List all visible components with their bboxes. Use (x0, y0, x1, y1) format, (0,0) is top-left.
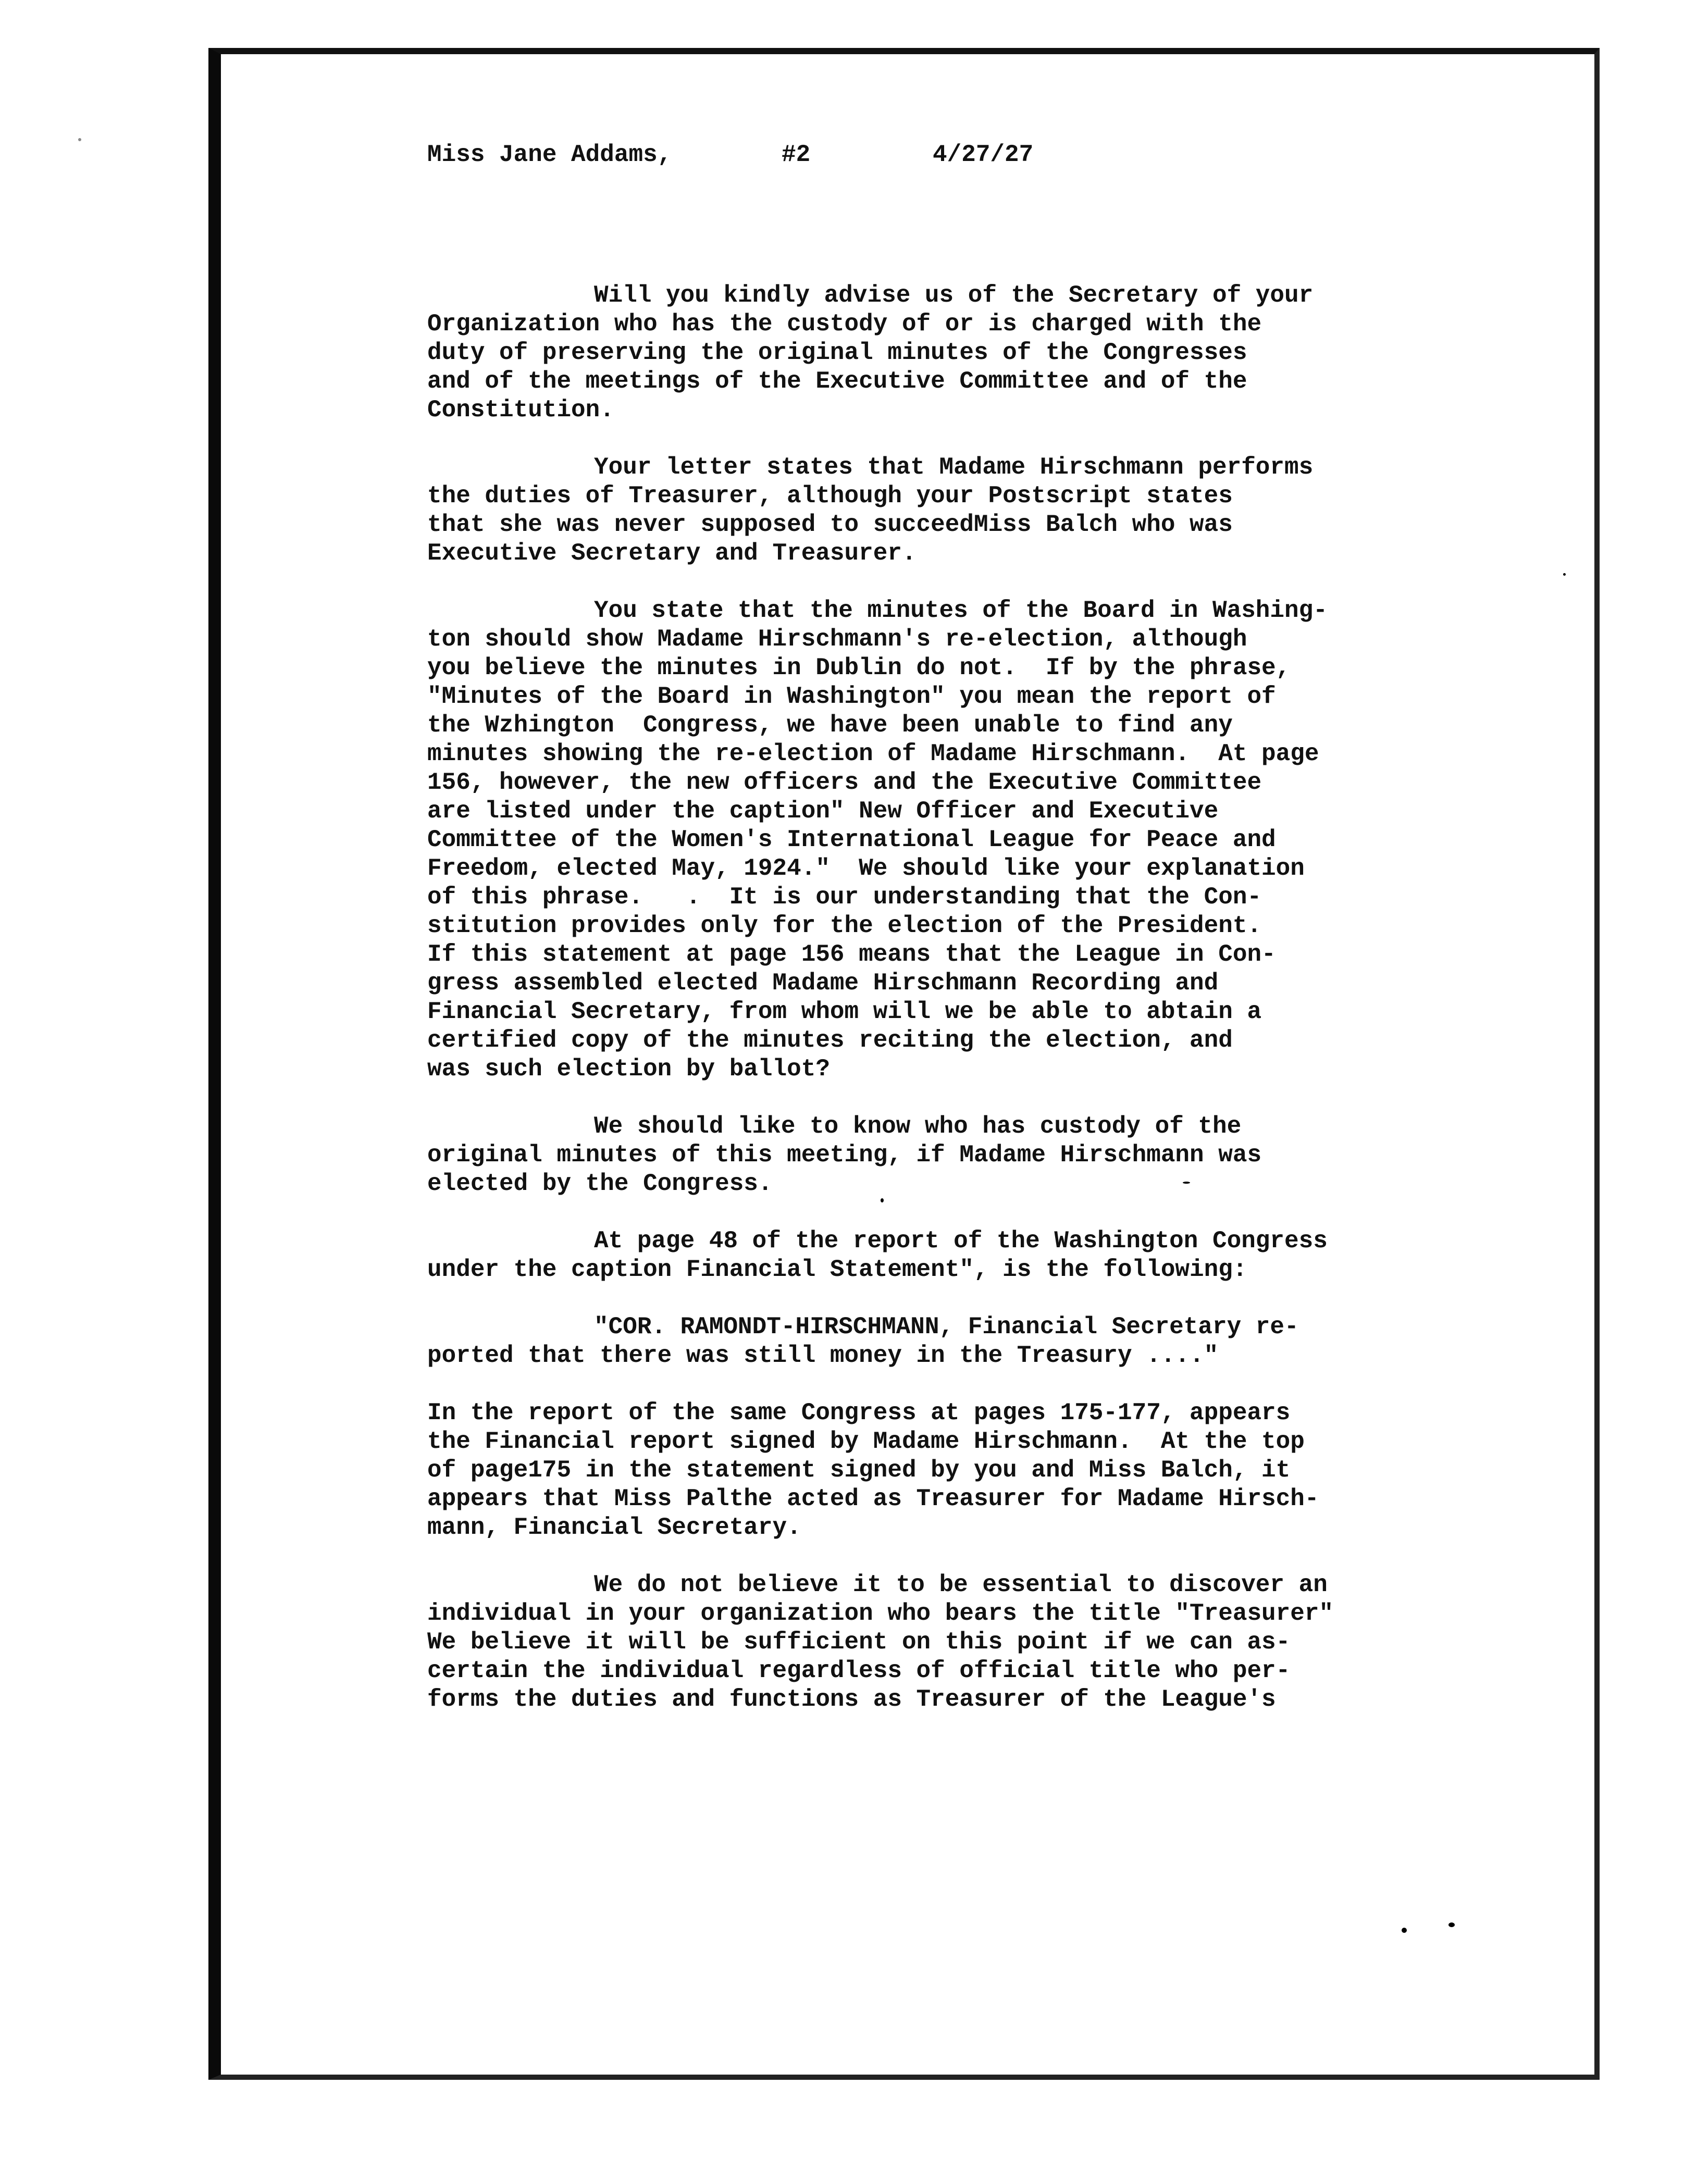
text-line: minutes showing the re-election of Madame Hirschmann. At page (427, 740, 1319, 767)
text-line: that she was never supposed to succeedMiss Balch who was (427, 511, 1233, 538)
text-line: under the caption Financial Statement", is the following: (427, 1256, 1247, 1283)
quoted-passage (427, 1313, 1469, 1370)
text-line: Executive Secretary and Treasurer. (427, 540, 917, 567)
text-line: Organization who has the custody of or is charged with the (427, 311, 1262, 338)
letter-paragraph (427, 1399, 1469, 1542)
text-line: If this statement at page 156 means that the League in Con- (427, 941, 1276, 968)
text-line: Constitution. (427, 396, 614, 424)
page-number: #2 (782, 141, 811, 168)
text-line: Will you kindly advise us of the Secretary of your (594, 282, 1314, 309)
text-line: Your letter states that Madame Hirschmann performs (594, 454, 1314, 481)
text-line: certain the individual regardless of official title who per- (427, 1657, 1291, 1684)
text-line: stitution provides only for the election of the President. (427, 912, 1262, 939)
text-line: "Minutes of the Board in Washington" you mean the report of (427, 683, 1276, 710)
text-line: the duties of Treasurer, although your Postscript states (427, 482, 1233, 510)
text-line: elected by the Congress. (427, 1170, 773, 1197)
letter-date: 4/27/27 (933, 141, 1034, 168)
text-line: of this phrase. . It is our understanding that the Con- (427, 884, 1262, 911)
text-line: Financial Secretary, from whom will we be able to abtain a (427, 998, 1262, 1025)
text-line: We should like to know who has custody of the (594, 1113, 1242, 1140)
recipient-name: Miss Jane Addams, (427, 141, 672, 168)
letter-paragraph (427, 453, 1469, 568)
text-line: We do not believe it to be essential to discover an (594, 1571, 1328, 1598)
text-line: Freedom, elected May, 1924." We should like your explanation (427, 855, 1305, 882)
text-line: mann, Financial Secretary. (427, 1514, 801, 1541)
text-line: ton should show Madame Hirschmann's re-election, although (427, 626, 1247, 653)
letter-paragraph (427, 1571, 1469, 1714)
speck-mark (78, 138, 81, 141)
text-line: Committee of the Women's International League for Peace and (427, 826, 1276, 853)
text-line: the Financial report signed by Madame Hirschmann. At the top (427, 1428, 1305, 1455)
speck-mark (1563, 573, 1566, 576)
letter-header (427, 141, 1157, 172)
speck-mark (1448, 1922, 1455, 1927)
text-line: forms the duties and functions as Treasurer of the League's (427, 1686, 1276, 1713)
text-line: duty of preserving the original minutes of the Congresses (427, 339, 1247, 366)
letter-paragraph (427, 1227, 1469, 1284)
letter-paragraph (427, 1112, 1469, 1198)
text-line: "COR. RAMONDT-HIRSCHMANN, Financial Secretary re- (594, 1313, 1299, 1341)
text-line: We believe it will be sufficient on this point if we can as- (427, 1629, 1291, 1656)
text-line: and of the meetings of the Executive Committee and of the (427, 368, 1247, 395)
text-line: gress assembled elected Madame Hirschmann Recording and (427, 970, 1219, 997)
text-line: was such election by ballot? (427, 1056, 830, 1083)
letter-body (427, 281, 1469, 1743)
text-line: appears that Miss Palthe acted as Treasurer for Madame Hirsch- (427, 1485, 1319, 1512)
text-line: In the report of the same Congress at pages 175-177, appears (427, 1399, 1291, 1426)
text-line: the Wzhington Congress, we have been unable to find any (427, 712, 1233, 739)
speck-mark (1402, 1928, 1407, 1933)
text-line: 156, however, the new officers and the Executive Committee (427, 769, 1262, 796)
letter-paragraph (427, 281, 1469, 425)
text-line: individual in your organization who bears the title "Treasurer" (427, 1600, 1334, 1627)
letter-paragraph (427, 597, 1469, 1084)
text-line: are listed under the caption" New Officer and Executive (427, 798, 1219, 825)
text-line: ported that there was still money in the Treasury ...." (427, 1342, 1219, 1369)
text-line: certified copy of the minutes reciting the election, and (427, 1027, 1233, 1054)
text-line: of page175 in the statement signed by you and Miss Balch, it (427, 1457, 1291, 1484)
text-line: You state that the minutes of the Board in Washing- (594, 597, 1328, 624)
text-line: you believe the minutes in Dublin do not. If by the phrase, (427, 654, 1291, 681)
text-line: original minutes of this meeting, if Madame Hirschmann was (427, 1141, 1262, 1169)
text-line: At page 48 of the report of the Washington Congress (594, 1227, 1328, 1255)
